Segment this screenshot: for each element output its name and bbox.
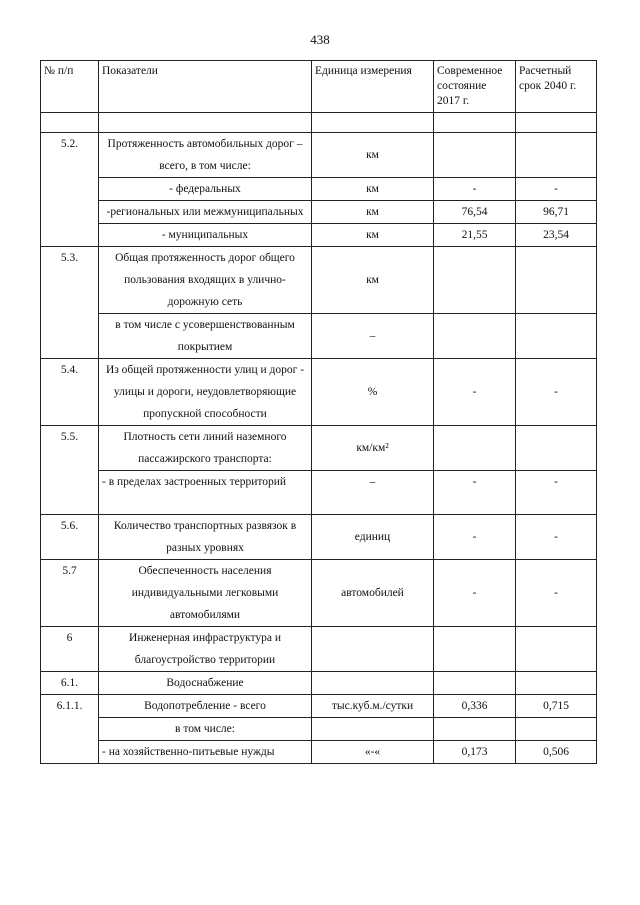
row-unit: км [312, 201, 434, 224]
row-current: - [434, 515, 516, 560]
row-unit: км [312, 247, 434, 314]
row-indicator: Водопотребление - всего [99, 695, 312, 718]
row-target: 0,506 [516, 741, 597, 764]
row-unit: автомобилей [312, 560, 434, 627]
row-target: - [516, 471, 597, 515]
row-current: 76,54 [434, 201, 516, 224]
indicators-table [40, 60, 597, 764]
header-unit: Единица измерения [312, 61, 434, 113]
row-target: - [516, 560, 597, 627]
row-indicator: Общая протяженность дорог общего пользования входящих в улично-дорожную сеть [99, 247, 312, 314]
header-current: Современное состояние 2017 г. [434, 61, 516, 113]
table-row [41, 224, 597, 247]
header-indicator: Показатели [99, 61, 312, 113]
table-header-row [41, 61, 597, 113]
row-current: 0,336 [434, 695, 516, 718]
row-unit: тыс.куб.м./сутки [312, 695, 434, 718]
blank-row [41, 113, 597, 133]
row-indicator: Обеспеченность населения индивидуальными легковыми автомобилями [99, 560, 312, 627]
row-unit: – [312, 314, 434, 359]
row-current: - [434, 471, 516, 515]
row-indicator: Инженерная инфраструктура и благоустройство территории [99, 627, 312, 672]
table-row [41, 560, 597, 627]
header-num: № п/п [41, 61, 99, 113]
row-indicator: - муниципальных [99, 224, 312, 247]
row-current: - [434, 178, 516, 201]
row-target: 23,54 [516, 224, 597, 247]
table-row [41, 672, 597, 695]
table-row [41, 178, 597, 201]
row-indicator: Плотность сети линий наземного пассажирского транспорта: [99, 426, 312, 471]
row-indicator: - федеральных [99, 178, 312, 201]
table-row [41, 627, 597, 672]
row-indicator: в том числе с усовершенствованным покрытием [99, 314, 312, 359]
row-target: - [516, 178, 597, 201]
row-target: - [516, 515, 597, 560]
row-target: - [516, 359, 597, 426]
row-target: 0,715 [516, 695, 597, 718]
header-target: Расчетный срок 2040 г. [516, 61, 597, 113]
table-row [41, 471, 597, 515]
row-num: 6.1.1. [41, 695, 99, 718]
row-num: 6 [41, 627, 99, 672]
row-num: 5.6. [41, 515, 99, 560]
row-unit: «-« [312, 741, 434, 764]
row-num: 5.4. [41, 359, 99, 426]
row-unit: – [312, 471, 434, 515]
row-unit: км/км² [312, 426, 434, 471]
row-num: 5.7 [41, 560, 99, 627]
row-unit: км [312, 224, 434, 247]
table-row [41, 359, 597, 426]
row-current: 0,173 [434, 741, 516, 764]
row-unit: км [312, 133, 434, 178]
row-unit: км [312, 178, 434, 201]
row-unit: единиц [312, 515, 434, 560]
row-indicator: в том числе: [99, 718, 312, 741]
row-target: 96,71 [516, 201, 597, 224]
table-row [41, 718, 597, 741]
row-unit: % [312, 359, 434, 426]
row-current: 21,55 [434, 224, 516, 247]
row-num: 5.3. [41, 247, 99, 314]
table-row [41, 247, 597, 314]
row-num: 5.5. [41, 426, 99, 471]
table-row [41, 314, 597, 359]
table-row [41, 741, 597, 764]
row-current: - [434, 359, 516, 426]
row-indicator: Протяженность автомобильных дорог – всего, в том числе: [99, 133, 312, 178]
table-row [41, 515, 597, 560]
table-row [41, 695, 597, 718]
table-row [41, 426, 597, 471]
row-num: 5.2. [41, 133, 99, 178]
row-indicator: Из общей протяженности улиц и дорог - улицы и дороги, неудовлетворяющие пропускной способности [99, 359, 312, 426]
table-row [41, 201, 597, 224]
page-number: 438 [310, 32, 330, 47]
row-indicator: Водоснабжение [99, 672, 312, 695]
table-row [41, 133, 597, 178]
row-current: - [434, 560, 516, 627]
row-num: 6.1. [41, 672, 99, 695]
row-indicator: - в пределах застроенных территорий [99, 471, 312, 515]
row-indicator: Количество транспортных развязок в разных уровнях [99, 515, 312, 560]
row-indicator: -региональных или межмуниципальных [99, 201, 312, 224]
row-indicator: - на хозяйственно-питьевые нужды [99, 741, 312, 764]
